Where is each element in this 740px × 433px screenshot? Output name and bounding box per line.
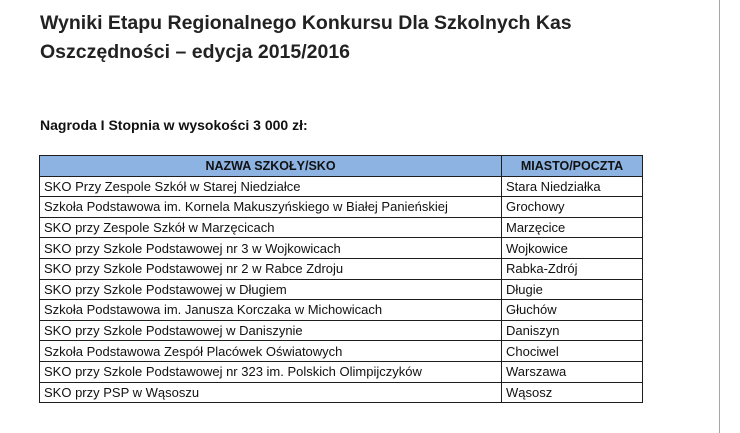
city-cell: Wąsosz xyxy=(502,382,643,403)
city-cell: Daniszyn xyxy=(502,320,643,341)
school-name-cell: Szkoła Podstawowa im. Kornela Makuszyńskiego w Białej Panieńskiej xyxy=(40,197,502,218)
table-row xyxy=(40,279,643,300)
city-cell: Chociwel xyxy=(502,341,643,362)
city-cell: Rabka-Zdrój xyxy=(502,258,643,279)
school-name-cell: SKO przy Szkole Podstawowej nr 323 im. Polskich Olimpijczyków xyxy=(40,361,502,382)
city-cell: Warszawa xyxy=(502,361,643,382)
document-title xyxy=(40,9,700,67)
table-row xyxy=(40,300,643,321)
results-table xyxy=(39,155,643,403)
school-name-cell: SKO przy Szkole Podstawowej w Daniszynie xyxy=(40,320,502,341)
school-name-cell: SKO przy Szkole Podstawowej nr 3 w Wojkowicach xyxy=(40,238,502,259)
school-name-cell: SKO Przy Zespole Szkół w Starej Niedziałce xyxy=(40,176,502,197)
table-row xyxy=(40,176,643,197)
table-row xyxy=(40,238,643,259)
table-row xyxy=(40,361,643,382)
school-name-cell: Szkoła Podstawowa Zespół Placówek Oświatowych xyxy=(40,341,502,362)
header-city: MIASTO/POCZTA xyxy=(502,156,643,177)
city-cell: Wojkowice xyxy=(502,238,643,259)
award-heading: Nagroda I Stopnia w wysokości 3 000 zł: xyxy=(40,117,308,133)
table-row xyxy=(40,217,643,238)
school-name-cell: SKO przy Szkole Podstawowej nr 2 w Rabce Zdroju xyxy=(40,258,502,279)
title-line-2: Oszczędności – edycja 2015/2016 xyxy=(40,41,351,63)
city-cell: Grochowy xyxy=(502,197,643,218)
city-cell: Marzęcice xyxy=(502,217,643,238)
school-name-cell: SKO przy PSP w Wąsoszu xyxy=(40,382,502,403)
table-header-row xyxy=(40,156,643,177)
table-row xyxy=(40,382,643,403)
table-row xyxy=(40,258,643,279)
page-edge xyxy=(719,0,720,433)
city-cell: Długie xyxy=(502,279,643,300)
title-line-1: Wyniki Etapu Regionalnego Konkursu Dla Szkolnych Kas xyxy=(40,12,572,34)
header-school-name: NAZWA SZKOŁY/SKO xyxy=(40,156,502,177)
city-cell: Głuchów xyxy=(502,300,643,321)
school-name-cell: SKO przy Szkole Podstawowej w Długiem xyxy=(40,279,502,300)
school-name-cell: SKO przy Zespole Szkół w Marzęcicach xyxy=(40,217,502,238)
school-name-cell: Szkoła Podstawowa im. Janusza Korczaka w Michowicach xyxy=(40,300,502,321)
table-row xyxy=(40,320,643,341)
table-row xyxy=(40,341,643,362)
table-row xyxy=(40,197,643,218)
city-cell: Stara Niedziałka xyxy=(502,176,643,197)
